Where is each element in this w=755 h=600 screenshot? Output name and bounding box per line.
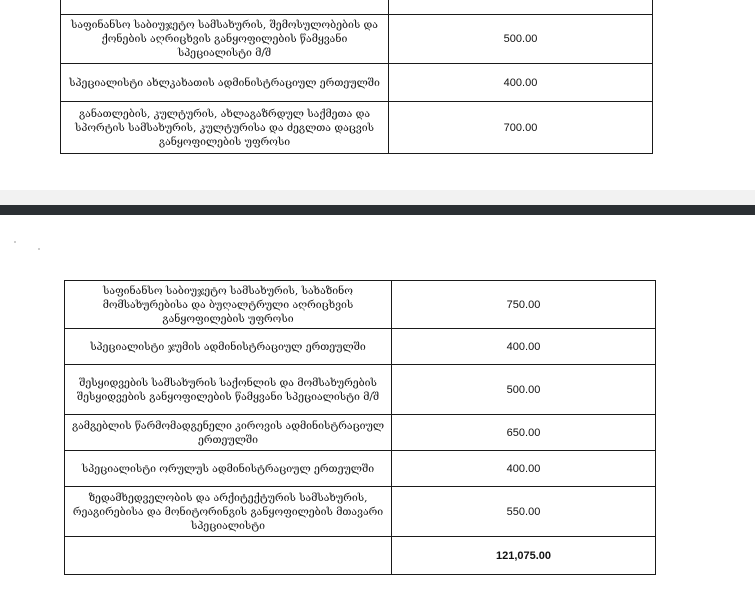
table-row [65,365,656,415]
position-cell: საფინანსო საბიუჯეტო სამსახურის, შემოსულობების და ქონების აღრიცხვის განყოფილების წამყვანი სპეციალისტი მ/შ [61,15,389,64]
table-row [65,451,656,487]
position-cell: ზედამხედველობის და არქიტექტურის სამსახურის, რეაგირებისა და მონიტორინგის განყოფილების მთავარი სპეციალისტი [65,487,392,537]
document-page-top [0,0,755,190]
salary-table-bottom [64,280,656,575]
position-cell: შესყიდვების სამსახურის საქონლის და მომსახურების შესყიდვების განყოფილების წამყვანი სპეციალისტი მ/შ [65,365,392,415]
amount-cell: 550.00 [392,487,656,537]
table-row [65,281,656,329]
page-separator [0,205,755,215]
amount-cell: 700.00 [389,102,653,154]
amount-cell: 400.00 [392,451,656,487]
amount-cell [389,0,653,15]
document-page-bottom [0,215,755,600]
position-cell [61,0,389,15]
position-cell: განათლების, კულტურის, ახლაგაზრდულ საქმეთა და სპორტის სამსახურის, კულტურისა და ძეგლთა დაცვის განყოფილების უფროსი [61,102,389,154]
position-cell: სპეციალისტი ჯუმის ადმინისტრაციულ ერთეულში [65,329,392,365]
table-row [61,102,653,154]
amount-cell: 500.00 [392,365,656,415]
amount-cell: 400.00 [389,64,653,102]
amount-cell: 650.00 [392,415,656,451]
table-row [65,329,656,365]
scan-speck [38,248,40,250]
position-cell: საფინანსო საბიუჯეტო სამსახურის, სახაზინო მომსახურებისა და ბუღალტრული აღრიცხვის განყოფილების უფროსი [65,281,392,329]
total-label-cell [65,537,392,575]
total-amount-cell: 121,075.00 [392,537,656,575]
position-cell: სპეციალისტი ორულუს ადმინისტრაციულ ერთეულში [65,451,392,487]
amount-cell: 500.00 [389,15,653,64]
table-row [61,0,653,15]
table-row [61,15,653,64]
table-row [65,487,656,537]
total-row [65,537,656,575]
salary-table-top [60,0,653,154]
position-cell: სპეციალისტი ახლკახათის ადმინისტრაციულ ერთეულში [61,64,389,102]
table-row [65,415,656,451]
position-cell: გამგებლის წარმომადგენელი კიროვის ადმინისტრაციულ ერთეულში [65,415,392,451]
scan-speck [14,241,16,243]
amount-cell: 750.00 [392,281,656,329]
page-gap [0,190,755,206]
table-row [61,64,653,102]
amount-cell: 400.00 [392,329,656,365]
